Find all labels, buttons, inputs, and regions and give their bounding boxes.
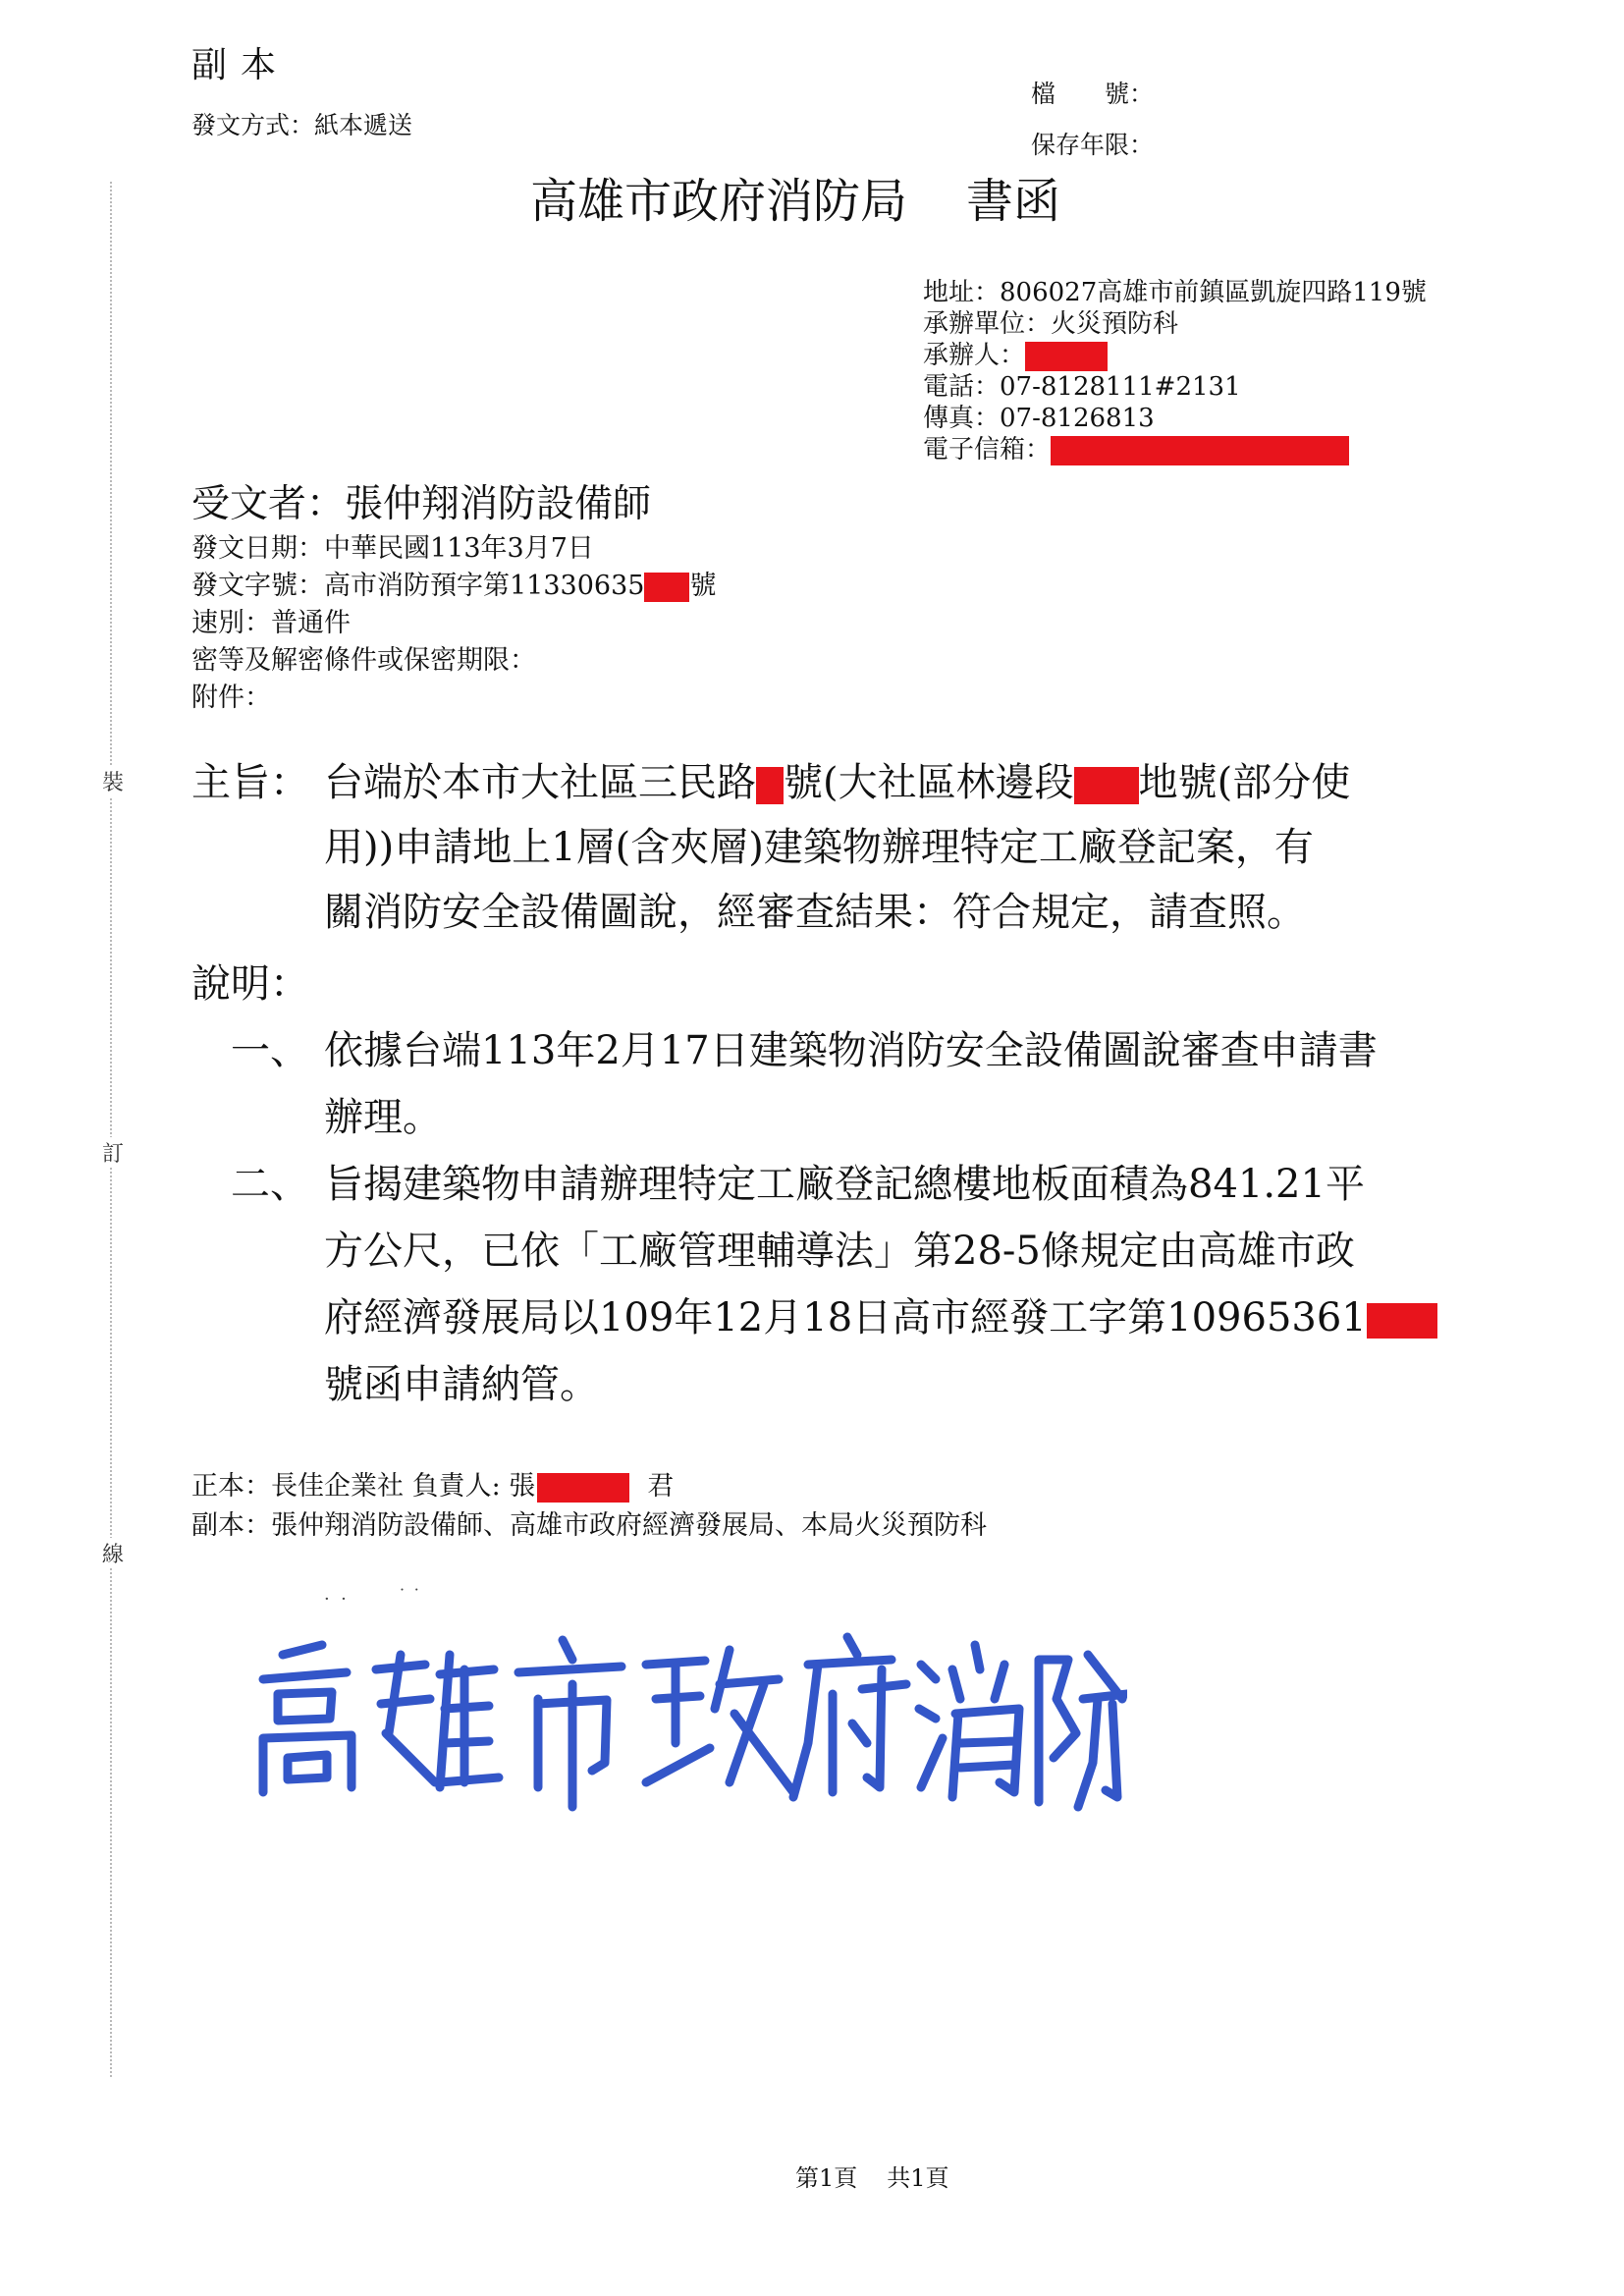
- sender-unit: 承辦單位：火災預防科: [923, 309, 1179, 339]
- sender-address: 地址：806027高雄市前鎮區凱旋四路119號: [923, 278, 1427, 307]
- page-number: 第1頁 共1頁: [795, 2164, 949, 2192]
- subject-block: [191, 750, 1350, 945]
- retention-period-label: 保存年限：: [1031, 131, 1155, 159]
- redaction-permit-number: [1367, 1303, 1437, 1339]
- agency-name: 高雄市政府消防局: [530, 174, 908, 229]
- document-meta: [191, 530, 716, 717]
- binding-mark-bind: 裝: [102, 766, 124, 796]
- redaction-handler: [1025, 342, 1108, 371]
- document-number: 發文字號：高市消防預字第11330635 號: [191, 571, 717, 601]
- explanation-list: [231, 1017, 1437, 1418]
- binding-mark-staple: 訂: [102, 1137, 124, 1168]
- explanation-item-1: 一、 依據台端113年2月17日建築物消防安全設備圖說審查申請書: [231, 1028, 1378, 1073]
- copy-mark: 副本: [191, 45, 291, 85]
- sender-info: [923, 277, 1427, 465]
- redaction-land-number: [1074, 767, 1139, 804]
- redaction-road-number: [756, 767, 784, 804]
- recipient: 受文者：張仲翔消防設備師: [191, 482, 652, 526]
- explanation-item-2-line-3: 府經濟發展局以109年12月18日高市經發工字第10965361: [231, 1285, 1437, 1351]
- redaction-email: [1051, 436, 1349, 465]
- binding-margin-line: [110, 182, 112, 2077]
- send-method: 發文方式：紙本遞送: [191, 111, 413, 139]
- redaction-doc-number: [644, 573, 689, 602]
- sender-email: 電子信箱：: [923, 434, 1427, 465]
- explanation-item-2-line-4: 號函申請納管。: [324, 1362, 599, 1407]
- explanation-item-2-line-2: 方公尺，已依「工廠管理輔導法」第28-5條規定由高雄市政: [324, 1229, 1355, 1274]
- explanation-item-2: 二、 旨揭建築物申請辦理特定工廠登記總樓地板面積為841.21平: [231, 1162, 1365, 1207]
- attachment-label: 附件：: [191, 683, 271, 713]
- document-type: 書函: [966, 174, 1061, 229]
- file-number-label: 檔 號：: [1031, 80, 1155, 108]
- subject-line-3: 關消防安全設備圖說，經審查結果：符合規定，請查照。: [324, 890, 1306, 935]
- document-title: [530, 163, 1060, 231]
- subject-line-2: 用))申請地上1層(含夾層)建築物辦理特定工廠登記案，有: [324, 825, 1314, 870]
- binding-mark-line: 線: [102, 1538, 124, 1568]
- explanation-item-1-cont: 辦理。: [324, 1095, 442, 1140]
- secrecy-level: 密等及解密條件或保密期限：: [191, 645, 536, 676]
- subject-label: 主旨：: [191, 760, 309, 805]
- redaction-owner-name: [537, 1473, 629, 1503]
- carbon-copy: 副本：張仲翔消防設備師、高雄市政府經濟發展局、本局火災預防科: [191, 1510, 987, 1541]
- sender-phone: 電話：07-8128111#2131: [923, 372, 1241, 402]
- sender-handler: 承辦人：: [923, 340, 1427, 371]
- main-recipient: 正本：長佳企業社 負責人: 張 君: [191, 1471, 675, 1502]
- stamp-artifact: · ·: [324, 1589, 347, 1610]
- delivery-speed: 速別：普通件: [191, 608, 351, 638]
- sender-fax: 傳真：07-8126813: [923, 404, 1155, 433]
- explanation-heading: 說明：: [191, 961, 309, 1007]
- agency-stamp: [244, 1625, 1127, 1822]
- stamp-artifact: ˙ ˙: [398, 1586, 421, 1607]
- issue-date: 發文日期：中華民國113年3月7日: [191, 533, 594, 564]
- distribution-block: [191, 1467, 987, 1546]
- subject-line-1: 主旨： 台端於本市大社區三民路 號(大社區林邊段 地號(部分使: [191, 750, 1350, 815]
